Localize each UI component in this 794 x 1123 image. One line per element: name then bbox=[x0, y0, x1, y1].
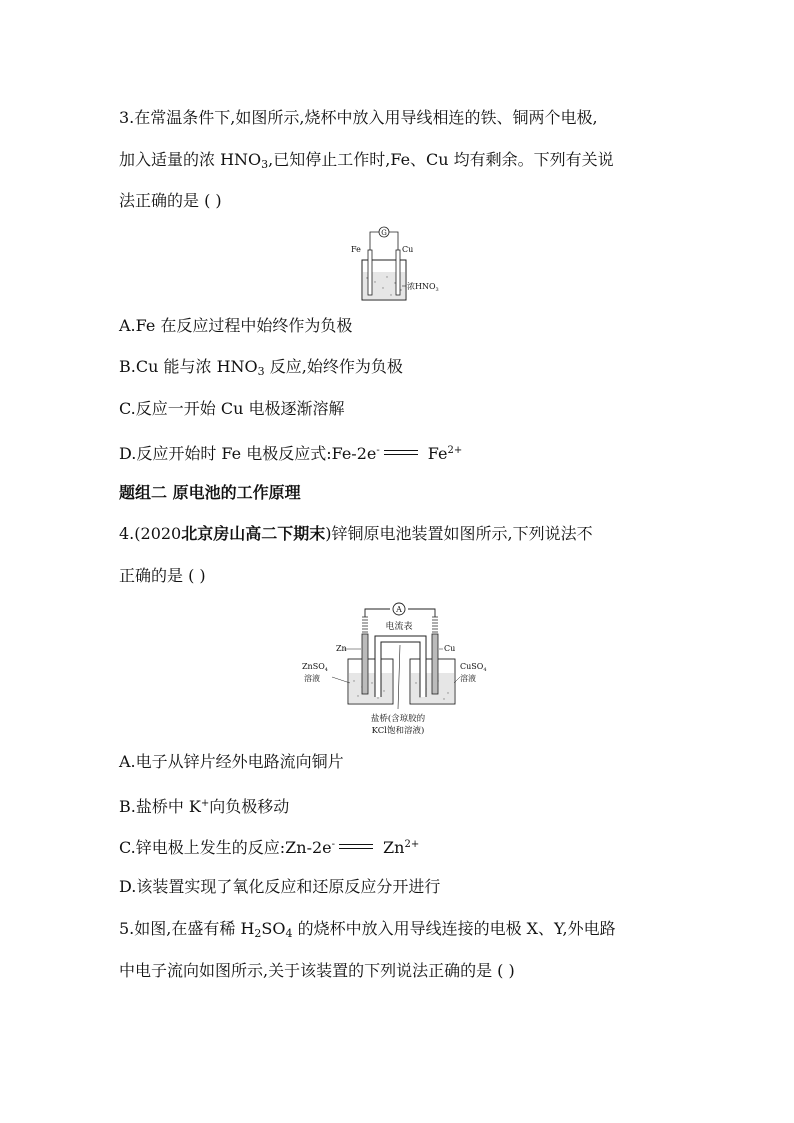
q3-stem-line-1: 3.在常温条件下,如图所示,烧杯中放入用导线相连的铁、铜两个电极, bbox=[119, 108, 598, 127]
conc-hno3-label: 浓$HNO_3$ bbox=[407, 282, 439, 293]
q4-option-b: B.盐桥中 K+向负极移动 bbox=[119, 797, 290, 816]
equals-sign-icon bbox=[384, 450, 418, 455]
cu-electrode-label: Cu bbox=[402, 245, 414, 254]
cuso4-label: CuSO$_4$ bbox=[460, 662, 487, 673]
q3-option-b: B.Cu 能与浓 $HNO_3$ 反应,始终作为负极 bbox=[119, 357, 403, 378]
q4-option-c: C.锌电极上发生的反应:Zn-2e- $Zn^{2+}$ bbox=[119, 838, 420, 857]
q4-stem-line-2: 正确的是 ( ) bbox=[119, 566, 206, 585]
q3-stem-line-2: 加入适量的浓 $HNO_3$,已知停止工作时,Fe、Cu 均有剩余。下列有关说 bbox=[119, 150, 614, 171]
znso4-label: ZnSO$_4$ bbox=[302, 662, 328, 673]
q5-stem-line-1: 5.如图,在盛有稀 $H_2SO_4$ 的烧杯中放入用导线连接的电极 X、Y,外电路 bbox=[119, 919, 616, 940]
q3-figure-fe-cu-cell bbox=[345, 220, 455, 305]
znso4-solution-label: 溶液 bbox=[304, 674, 320, 683]
equals-sign-icon bbox=[339, 844, 373, 849]
q4-stem-line-1: 4.(2020北京房山高二下期末)锌铜原电池装置如图所示,下列说法不 bbox=[119, 524, 593, 543]
q3-option-c: C.反应一开始 Cu 电极逐渐溶解 bbox=[119, 399, 345, 418]
cuso4-solution-label: 溶液 bbox=[460, 674, 476, 683]
q5-stem-line-2: 中电子流向如图所示,关于该装置的下列说法正确的是 ( ) bbox=[119, 961, 515, 980]
q4-option-a: A.电子从锌片经外电路流向铜片 bbox=[119, 752, 344, 771]
q4-figure-zn-cu-cell bbox=[298, 597, 498, 739]
ammeter-caption: 电流表 bbox=[385, 622, 413, 632]
cu-electrode-label: Cu bbox=[444, 644, 456, 653]
zn-electrode-label: Zn bbox=[336, 644, 347, 653]
q4-option-d: D.该装置实现了氧化反应和还原反应分开进行 bbox=[119, 877, 441, 896]
salt-bridge-label-2: KCl饱和溶液) bbox=[371, 726, 425, 736]
salt-bridge-label-1: 盐桥(含琼胶的 bbox=[370, 714, 426, 724]
q3-option-d: D.反应开始时 Fe 电极反应式:Fe-2e- $Fe^{2+}$ bbox=[119, 444, 463, 463]
q3-option-a: A.Fe 在反应过程中始终作为负极 bbox=[119, 316, 353, 335]
fe-electrode-label: Fe bbox=[351, 245, 361, 254]
section-title: 题组二 原电池的工作原理 bbox=[119, 483, 301, 502]
ammeter-label: A bbox=[396, 605, 402, 614]
q3-stem-line-3: 法正确的是 ( ) bbox=[119, 191, 222, 210]
galvanometer-label: G bbox=[381, 229, 387, 237]
